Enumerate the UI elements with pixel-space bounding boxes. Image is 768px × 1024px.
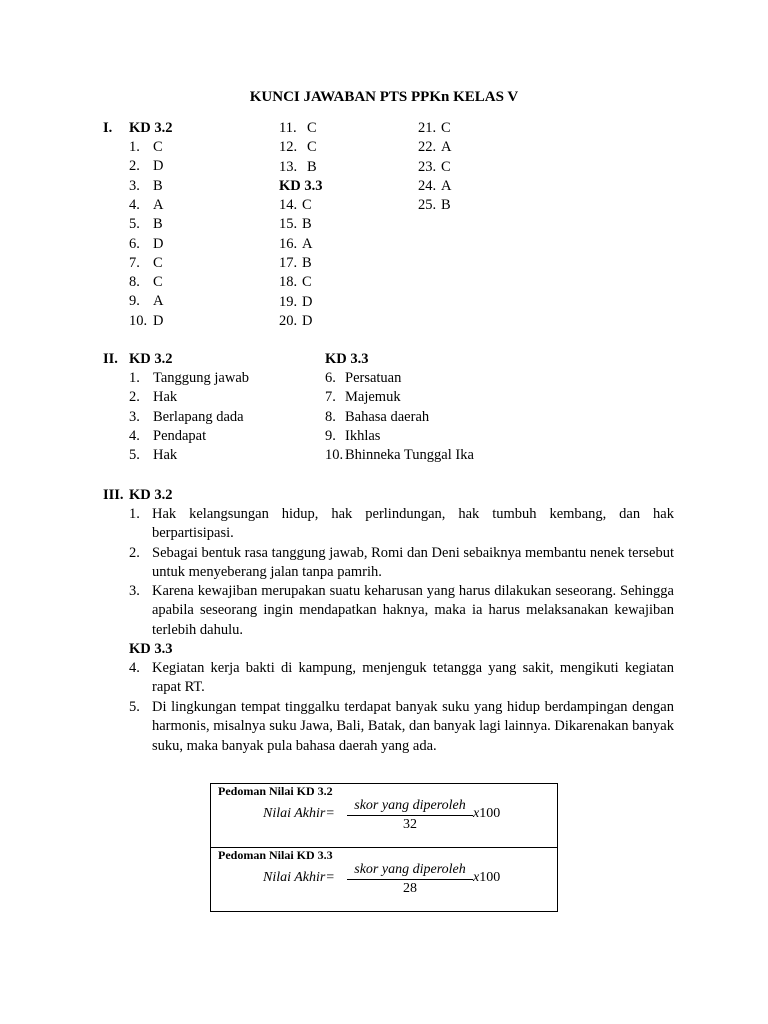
scoring-kd32 [211, 784, 557, 847]
formula-fraction [347, 862, 473, 897]
answer-value: Ikhlas [345, 427, 381, 444]
answer-number: 24. [418, 177, 437, 194]
answer-number: 8. [325, 408, 336, 425]
answer-number: 1. [129, 370, 140, 386]
answer-number: 9. [325, 427, 336, 444]
answer-row [279, 293, 312, 312]
answer-value: C [307, 120, 317, 136]
answer-number: 5. [129, 216, 140, 233]
answer-value: B [302, 216, 312, 233]
answer-row [325, 446, 474, 465]
answer-value: B [153, 216, 163, 233]
answer-number: 4. [129, 196, 140, 213]
answer-number: 9. [129, 293, 140, 310]
answer-row [325, 427, 380, 446]
answer-row [129, 273, 163, 292]
scoring-kd33 [211, 847, 557, 911]
answer-row [418, 119, 451, 138]
answer-value: Bahasa daerah [345, 408, 430, 425]
answer-value: D [153, 312, 164, 329]
answer-number: 5. [129, 447, 140, 464]
formula-multiplier [473, 806, 500, 822]
section-1-heading-kd32: KD 3.2 [129, 120, 173, 136]
answer-row [325, 369, 401, 388]
section-3-heading-kd32: KD 3.2 [129, 487, 173, 503]
answer-number: 25. [418, 197, 437, 214]
formula-multiplier [473, 870, 500, 886]
answer-row [129, 427, 206, 446]
section-1-heading-kd33: KD 3.3 [279, 178, 323, 194]
times-symbol: x [473, 870, 480, 885]
answer-value: D [153, 158, 164, 175]
section-2-heading-kd33: KD 3.3 [325, 351, 369, 367]
answer-value: Tanggung jawab [153, 370, 250, 386]
answer-value: C [441, 158, 451, 175]
answer-value: Hak [153, 447, 178, 464]
answer-row [129, 292, 163, 311]
answer-number: 18. [279, 274, 298, 291]
answer-value: A [441, 177, 452, 194]
answer-number: 3. [129, 177, 140, 194]
answer-number: 20. [279, 312, 298, 329]
answer-row [279, 119, 317, 138]
section-2-heading-kd32: KD 3.2 [129, 351, 173, 367]
answer-row [279, 215, 312, 234]
answer-number: 6. [129, 235, 140, 252]
answer-value: B [441, 197, 451, 214]
answer-number: 14. [279, 197, 298, 213]
formula-numerator: skor yang diperoleh [347, 862, 473, 880]
answer-value: Bhinneka Tunggal Ika [345, 447, 474, 464]
answer-row [129, 157, 163, 176]
essay-number: 1. [129, 506, 140, 522]
times-symbol: x [473, 806, 480, 821]
answer-number: 21. [418, 120, 437, 136]
scoring-guide-box [210, 783, 558, 912]
answer-number: 8. [129, 274, 140, 291]
answer-value: Persatuan [345, 370, 402, 386]
answer-row [279, 158, 317, 177]
answer-row [418, 196, 451, 215]
answer-value: A [302, 235, 313, 252]
answer-value: B [302, 254, 312, 271]
answer-number: 13. [279, 158, 298, 175]
answer-number: 7. [129, 254, 140, 271]
answer-value: Berlapang dada [153, 408, 244, 425]
answer-row [129, 196, 163, 215]
answer-row [129, 312, 163, 331]
answer-number: 1. [129, 139, 140, 155]
answer-row [129, 408, 244, 427]
formula-numerator: skor yang diperoleh [347, 798, 473, 816]
page-title: KUNCI JAWABAN PTS PPKn KELAS V [249, 89, 519, 105]
answer-value: B [307, 158, 317, 175]
essay-answer-5: Di lingkungan tempat tinggalku terdapat banyak suku yang hidup berdampingan dengan harmonis, misalnya suku Jawa, Bali, Batak, dan banyak lagi lainnya. Dikarenakan banyak suku, maka banyak pula bahasa daerah yang ada. [152, 699, 674, 754]
answer-value: A [153, 293, 164, 310]
multiplier-value: 100 [479, 806, 501, 821]
answer-value: C [302, 274, 312, 291]
answer-number: 10. [129, 312, 148, 329]
answer-number: 2. [129, 389, 140, 406]
section-3-heading-kd33: KD 3.3 [129, 641, 173, 657]
answer-row [129, 369, 249, 388]
scoring-label: Pedoman Nilai KD 3.2 [218, 784, 333, 798]
answer-value: C [153, 254, 163, 271]
answer-number: 11. [279, 120, 297, 136]
section-3-numeral: III. [103, 487, 124, 503]
answer-number: 10. [325, 447, 344, 464]
essay-answer-3: Karena kewajiban merupakan suatu keharusan yang harus dilakukan seseorang. Sehingga apabila seseorang ingin mendapatkan haknya, maka ia harus melaksanakan kewajiban terlebih dahulu. [152, 583, 674, 638]
answer-number: 3. [129, 408, 140, 425]
answer-row [279, 196, 312, 215]
answer-value: C [441, 120, 451, 136]
answer-value: C [153, 274, 163, 291]
answer-value: Hak [153, 389, 178, 406]
answer-value: C [307, 139, 317, 156]
answer-value: A [153, 196, 164, 213]
answer-row [325, 388, 401, 407]
answer-row [129, 215, 163, 234]
answer-row [129, 388, 177, 407]
formula-denominator: 28 [403, 881, 417, 896]
answer-value: Pendapat [153, 427, 207, 444]
section-1-numeral: I. [103, 120, 113, 136]
answer-row [418, 177, 451, 196]
section-2-numeral: II. [103, 351, 118, 367]
essay-number: 4. [129, 660, 140, 676]
answer-number: 2. [129, 158, 140, 175]
answer-number: 4. [129, 427, 140, 444]
answer-value: C [302, 197, 312, 213]
essay-number: 3. [129, 583, 140, 599]
formula-fraction [347, 798, 473, 833]
answer-number: 7. [325, 389, 336, 406]
answer-value: A [441, 139, 452, 156]
answer-value: D [302, 293, 313, 310]
formula-lhs: Nilai Akhir= [263, 870, 335, 885]
answer-row [418, 158, 451, 177]
scoring-label: Pedoman Nilai KD 3.3 [218, 848, 333, 862]
answer-row [418, 138, 451, 157]
answer-row [279, 312, 312, 331]
answer-row [129, 254, 163, 273]
essay-answer-1: Hak kelangsungan hidup, hak perlindungan, hak tumbuh kembang, dan hak berpartisipasi. [152, 506, 674, 542]
answer-value: D [153, 235, 164, 252]
answer-row [279, 235, 312, 254]
formula-denominator: 32 [403, 817, 417, 832]
answer-number: 12. [279, 139, 298, 156]
essay-number: 5. [129, 699, 140, 715]
answer-value: Majemuk [345, 389, 401, 406]
answer-row [129, 138, 163, 157]
answer-value: B [153, 177, 163, 194]
answer-number: 17. [279, 254, 298, 271]
answer-number: 6. [325, 370, 336, 386]
answer-value: C [153, 139, 163, 155]
answer-number: 23. [418, 158, 437, 175]
answer-row [279, 254, 312, 273]
formula-lhs: Nilai Akhir= [263, 806, 335, 821]
essay-number: 2. [129, 545, 140, 561]
answer-row [129, 235, 163, 254]
answer-number: 22. [418, 139, 437, 156]
essay-answer-4: Kegiatan kerja bakti di kampung, menjenguk tetangga yang sakit, mengikuti kegiatan rapat RT. [152, 660, 674, 696]
answer-row [279, 138, 317, 157]
answer-number: 16. [279, 235, 298, 252]
answer-row [325, 408, 429, 427]
essay-answer-2: Sebagai bentuk rasa tanggung jawab, Romi dan Deni sebaiknya membantu nenek tersebut untuk menyeberang jalan tanpa pamrih. [152, 545, 674, 581]
answer-number: 15. [279, 216, 298, 233]
answer-row [279, 273, 312, 292]
answer-row [129, 177, 163, 196]
answer-number: 19. [279, 293, 298, 310]
answer-value: D [302, 312, 313, 329]
answer-row [129, 446, 177, 465]
multiplier-value: 100 [479, 870, 501, 885]
